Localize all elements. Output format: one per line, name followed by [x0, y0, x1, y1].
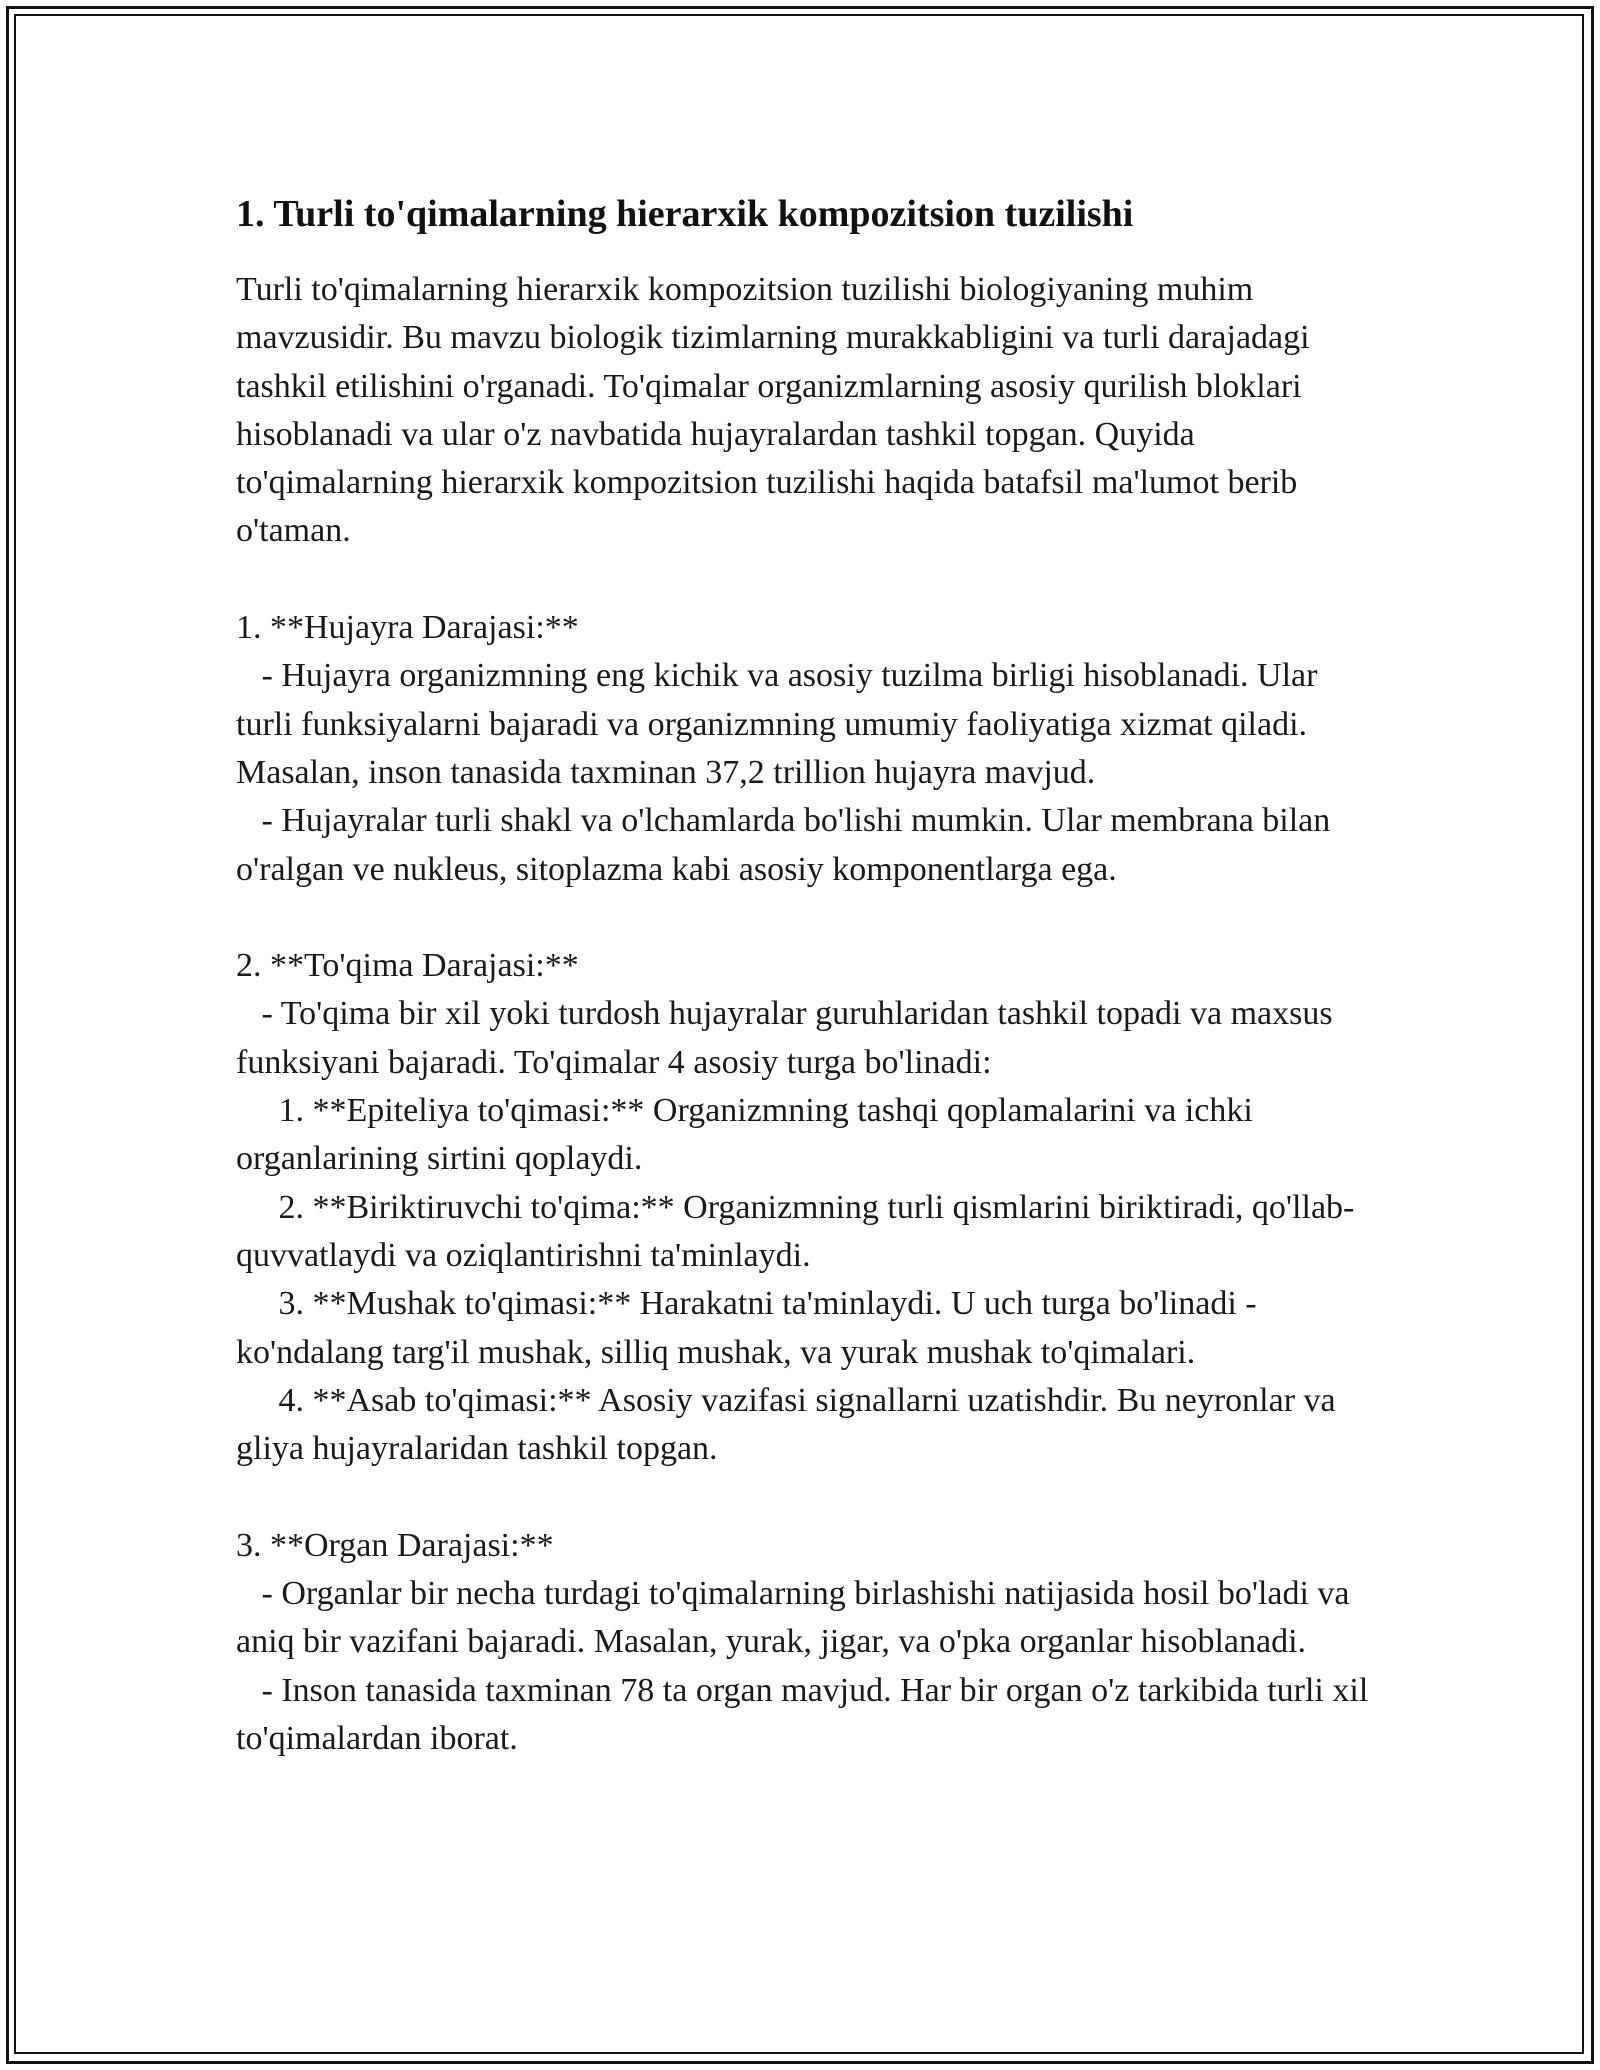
section-tissue-level	[236, 942, 1376, 1473]
list-item: 3. **Mushak to'qimasi:** Harakatni ta'minlaydi. U uch turga bo'linadi - ko'ndalang targ'il mushak, silliq mushak, va yurak mushak to'qimalari.	[236, 1285, 1266, 1371]
document-body	[236, 188, 1376, 1763]
paragraph-gap	[236, 556, 1376, 604]
section-organ-level	[236, 1522, 1376, 1763]
section-heading: 3. **Organ Darajasi:**	[236, 1526, 554, 1564]
section-heading: 2. **To'qima Darajasi:**	[236, 947, 579, 985]
paragraph-gap	[236, 894, 1376, 942]
intro-paragraph: Turli to'qimalarning hierarxik kompozitsion tuzilishi biologiyaning muhim mavzusidir. Bu mavzu biologik tizimlarning murakkabligini va turli darajadagi tashkil etilishini o'rganadi. To'qimalar organizmlarning asosiy qurilish bloklari hisoblanadi va ular o'z navbatida hujayralardan tashkil topgan. Quyida to'qimalarning hierarxik kompozitsion tuzilishi haqida batafsil ma'lumot berib o'taman.	[236, 271, 1319, 550]
bullet-text: - Inson tanasida taxminan 78 ta organ mavjud. Har bir organ o'z tarkibida turli xil to'qimalardan iborat.	[236, 1671, 1377, 1757]
list-item: 2. **Biriktiruvchi to'qima:** Organizmning turli qismlarini biriktiradi, qo'llab-quvvatlaydi va oziqlantirishni ta'minlaydi.	[236, 1188, 1355, 1274]
section-cell-level	[236, 604, 1376, 894]
bullet-text: - Organlar bir necha turdagi to'qimalarning birlashishi natijasida hosil bo'ladi va aniq bir vazifani bajaradi. Masalan, yurak, jigar, va o'pka organlar hisoblanadi.	[236, 1575, 1359, 1661]
document-title: 1. Turli to'qimalarning hierarxik kompozitsion tuzilishi	[236, 193, 1134, 235]
bullet-text: - Hujayralar turli shakl va o'lchamlarda bo'lishi mumkin. Ular membrana bilan o'ralgan ve nukleus, sitoplazma kabi asosiy komponentlarga ega.	[236, 802, 1339, 888]
list-item: 4. **Asab to'qimasi:** Asosiy vazifasi signallarni uzatishdir. Bu neyronlar va gliya hujayralaridan tashkil topgan.	[236, 1381, 1345, 1468]
list-item: 1. **Epiteliya to'qimasi:** Organizmning tashqi qoplamalarini va ichki organlarining sirtini qoplaydi.	[236, 1092, 1262, 1178]
bullet-text: - Hujayra organizmning eng kichik va asosiy tuzilma birligi hisoblanadi. Ular turli funksiyalarni bajaradi va organizmning umumiy faoliyatiga xizmat qiladi. Masalan, inson tanasida taxminan 37,2 trillion hujayra mavjud.	[236, 657, 1326, 791]
section-heading: 1. **Hujayra Darajasi:**	[236, 609, 579, 647]
paragraph-gap	[236, 1473, 1376, 1521]
bullet-text: - To'qima bir xil yoki turdosh hujayralar guruhlaridan tashkil topadi va maxsus funksiyani bajaradi. To'qimalar 4 asosiy turga bo'linadi:	[236, 995, 1342, 1081]
